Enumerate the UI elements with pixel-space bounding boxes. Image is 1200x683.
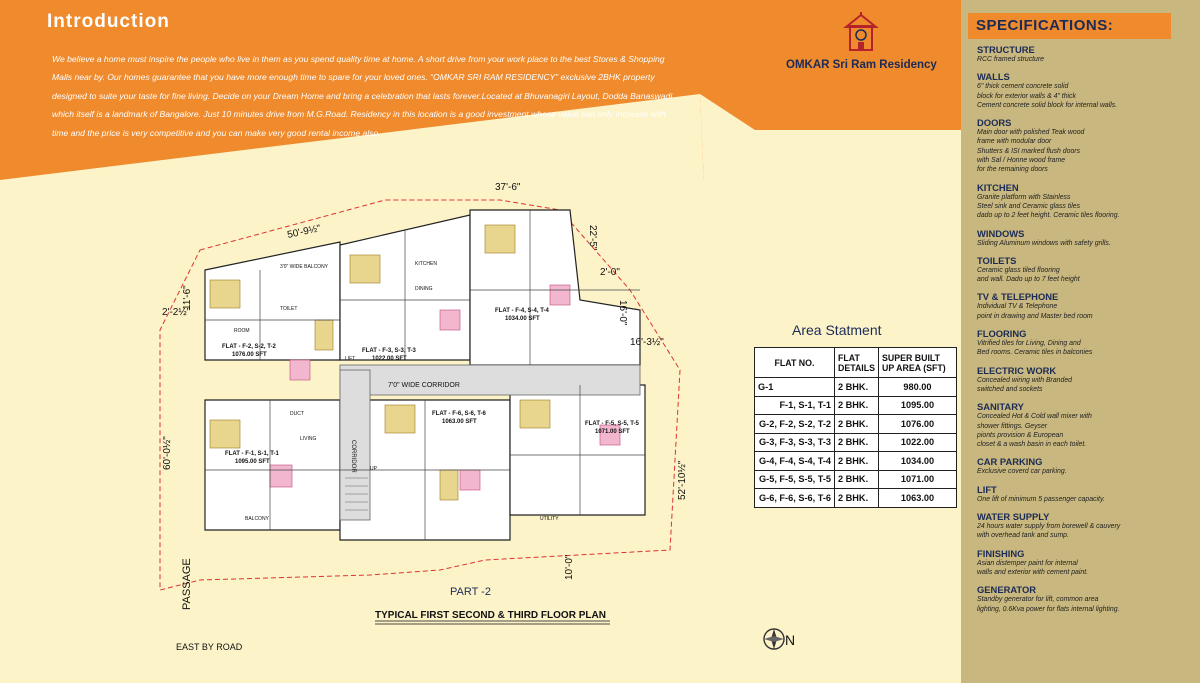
flat-details-cell: 2 BHK. [835,415,879,434]
corridor-label: 7'0" WIDE CORRIDOR [388,382,460,389]
spec-item [977,291,1192,321]
spec-item [977,328,1192,358]
spec-heading: TV & TELEPHONE [977,291,1059,303]
col-header-area: SUPER BUILT UP AREA (SFT) [878,348,956,378]
area-cell: 1095.00 [878,396,956,415]
spec-heading: CAR PARKING [977,456,1043,468]
spec-item [977,401,1192,449]
flat-details-cell: 2 BHK. [835,433,879,452]
area-statement-title: Area Statment [792,322,882,338]
spec-description: Concealed wiring with Branded switched and sockets [977,376,1072,393]
flat-details-cell: 2 BHK. [835,452,879,471]
flat-label: FLAT - F-4, S-4, T-4 [495,308,549,314]
part-label: PART -2 [450,586,491,598]
table-row [755,470,957,489]
area-statement-table [754,347,957,508]
col-header-flat-no: FLAT NO. [755,348,835,378]
spec-heading: ELECTRIC WORK [977,364,1057,376]
flat-label: FLAT - F-1, S-1, T-1 [225,451,279,457]
spec-item [977,44,1192,64]
flat-area: 1071.00 SFT [595,429,630,435]
flat-area: 1034.00 SFT [505,316,540,322]
dim-right: 22'-5" [587,225,598,251]
intro-title: Introduction [47,11,170,32]
spec-item [977,365,1192,395]
spec-heading: WINDOWS [977,227,1025,239]
spec-description: Concealed Hot & Cold wall mixer with shower fittings. Geyser pionts provision & European closet & a wash basin in each toilet. [977,413,1092,449]
table-row [755,378,957,397]
flat-details-cell: 2 BHK. [835,470,879,489]
dim-16ft: 16'-0" [617,300,628,326]
spec-description: Main door with polished Teak wood frame with modular door Shutters & ISI marked flush doors with Sal / Honne wood frame for the remaining doors [977,129,1085,174]
spec-heading: LIFT [977,483,997,495]
spec-heading: FLOORING [977,328,1027,340]
area-cell: 1063.00 [878,489,956,508]
intro-line: We believe a home must inspire the people who live in them as you spend quality time at home. A short drive from your work place to the best Stores & Shopping [52,54,665,64]
flat-no-cell: G-5, F-5, S-5, T-5 [755,470,835,489]
table-row [755,452,957,471]
spec-description: Standby generator for lift, common area lighting, 0.6Kva power for flats internal lighting. [977,596,1120,613]
flat-no-cell: G-6, F-6, S-6, T-6 [755,489,835,508]
flat-details-cell: 2 BHK. [835,396,879,415]
area-cell: 980.00 [878,378,956,397]
dim-2ft: 2'-0" [600,267,620,278]
corridor-vertical-label: CORRIDOR [350,440,356,473]
col-header-flat-details: FLAT DETAILS [835,348,879,378]
spec-item [977,228,1192,248]
room-label: UP [370,466,377,472]
spec-item [977,484,1192,504]
spec-heading: WATER SUPPLY [977,511,1050,523]
spec-heading: FINISHING [977,547,1025,559]
room-label: TOILET [280,306,298,312]
room-label: UTILITY [540,516,559,522]
flat-label: FLAT - F-2, S-2, T-2 [222,344,276,350]
spec-item [977,456,1192,476]
spec-description: One lift of minimum 5 passenger capacity. [977,495,1105,503]
spec-heading: SANITARY [977,401,1024,413]
flat-details-cell: 2 BHK. [835,378,879,397]
spec-item [977,182,1192,221]
floor-plan [140,170,700,670]
dim-52ft: 52'-10½" [677,460,688,500]
spec-description: 24 hours water supply from borewell & cauvery with overhead tank and sump. [977,523,1121,540]
room-label: LIVING [300,436,317,442]
spec-heading: KITCHEN [977,181,1019,193]
spec-description: Exclusive coverd car parking. [977,468,1067,476]
dim-10ft: 10'-0" [564,554,575,580]
brand-name: OMKAR Sri Ram Residency [786,59,937,71]
area-cell: 1034.00 [878,452,956,471]
temple-logo-icon [842,12,880,52]
room-label: 3'0" WIDE BALCONY [280,264,329,270]
spec-heading: WALLS [977,71,1010,83]
area-cell: 1076.00 [878,415,956,434]
road-label: EAST BY ROAD [176,642,243,652]
flat-no-cell: G-4, F-4, S-4, T-4 [755,452,835,471]
room-label: ROOM [234,328,250,334]
flat-area: 1076.00 SFT [232,352,267,358]
flat-no-cell: F-1, S-1, T-1 [755,396,835,415]
dim-11ft: 11'-6" [182,285,193,310]
dim-60ft: 60'-0½" [162,436,173,470]
spec-description: RCC framed structure [977,56,1045,63]
table-row [755,396,957,415]
spec-heading: GENERATOR [977,584,1037,596]
spec-description: Ceramic glass tiled flooring and wall. Dado up to 7 feet height [977,266,1080,284]
compass-label: N [785,632,796,648]
room-label: DINING [415,286,433,292]
spec-description: Individual TV & Telephone point in drawing and Master bed room [977,303,1093,320]
room-label: KITCHEN [415,261,437,267]
table-header-row [755,348,957,378]
area-cell: 1022.00 [878,433,956,452]
intro-line: designed to suite your taste for fine living. Decide on your Dream Home and bring a celebration that lasts forever.Located at Bhuvanagiri Layout, Dodda Banaswadi [52,90,673,101]
dim-top-left: 50'-9½" [286,223,322,241]
spec-description: 6" thick cement concrete solid block for exterior walls & 4" thick Cement concrete solid block for internal walls. [977,83,1118,109]
dim-2ft-2: 2'-2½" [162,307,191,318]
flat-no-cell: G-2, F-2, S-2, T-2 [755,415,835,434]
spec-item [977,117,1192,174]
room-label: LIFT [345,356,356,362]
spec-item [977,548,1192,578]
dim-top: 37'-6" [495,182,521,193]
area-cell: 1071.00 [878,470,956,489]
flat-area: 1022.00 SFT [372,356,407,362]
intro-line: time and the price is very competitive and you can make very good rental income also. [52,127,381,138]
spec-heading: TOILETS [977,254,1017,266]
spec-description: Granite platform with Stainless Steel sink and Ceramic glass tiles dado up to 2 feet height. Ceramic tiles flooring. [977,193,1120,220]
flat-area: 1063.00 SFT [442,419,477,425]
flat-label: FLAT - F-5, S-5, T-5 [585,421,639,427]
table-row [755,433,957,452]
specifications-title: SPECIFICATIONS: [976,17,1114,34]
spec-heading: DOORS [977,117,1012,129]
intro-line: which itself is a landmark of Bangalore. Just 10 minutes drive from M.G.Road. Residency in this location is a good investment whose value can only increase with [52,109,666,120]
flat-label: FLAT - F-6, S-6, T-6 [432,411,486,417]
flat-label: FLAT - F-3, S-3, T-3 [362,348,416,354]
spec-description: Vitrified tiles for Living, Dining and Bed rooms. Ceramic tiles in balconies [977,340,1093,357]
flat-no-cell: G-1 [755,378,835,397]
spec-item [977,511,1192,541]
flat-area: 1095.00 SFT [235,459,270,465]
intro-line: Malls near by. Our homes guarantee that you have more enough time to spare for your loved ones. “OMKAR SRI RAM RESIDENCY” exclusive 2BHK property [52,72,655,83]
intro-paragraph [52,50,754,142]
flat-details-cell: 2 BHK. [835,489,879,508]
room-label: DUCT [290,411,304,417]
table-row [755,489,957,508]
compass-north-icon [760,625,800,657]
table-row [755,415,957,434]
room-label: BALCONY [245,516,269,522]
spec-item [977,584,1192,614]
dim-16ft-3: 16'-3½" [630,337,664,348]
plan-title: TYPICAL FIRST SECOND & THIRD FLOOR PLAN [375,610,606,621]
spec-heading: STRUCTURE [977,44,1035,55]
spec-description: Sliding Aluminum windows with safety grills. [977,239,1111,247]
flat-no-cell: G-3, F-3, S-3, T-3 [755,433,835,452]
spec-item [977,255,1192,285]
specifications-list [977,44,1192,621]
passage-label: PASSAGE [181,558,193,610]
spec-item [977,71,1192,110]
spec-description: Asian distemper paint for internal walls and exterior with cement paint. [977,559,1089,576]
